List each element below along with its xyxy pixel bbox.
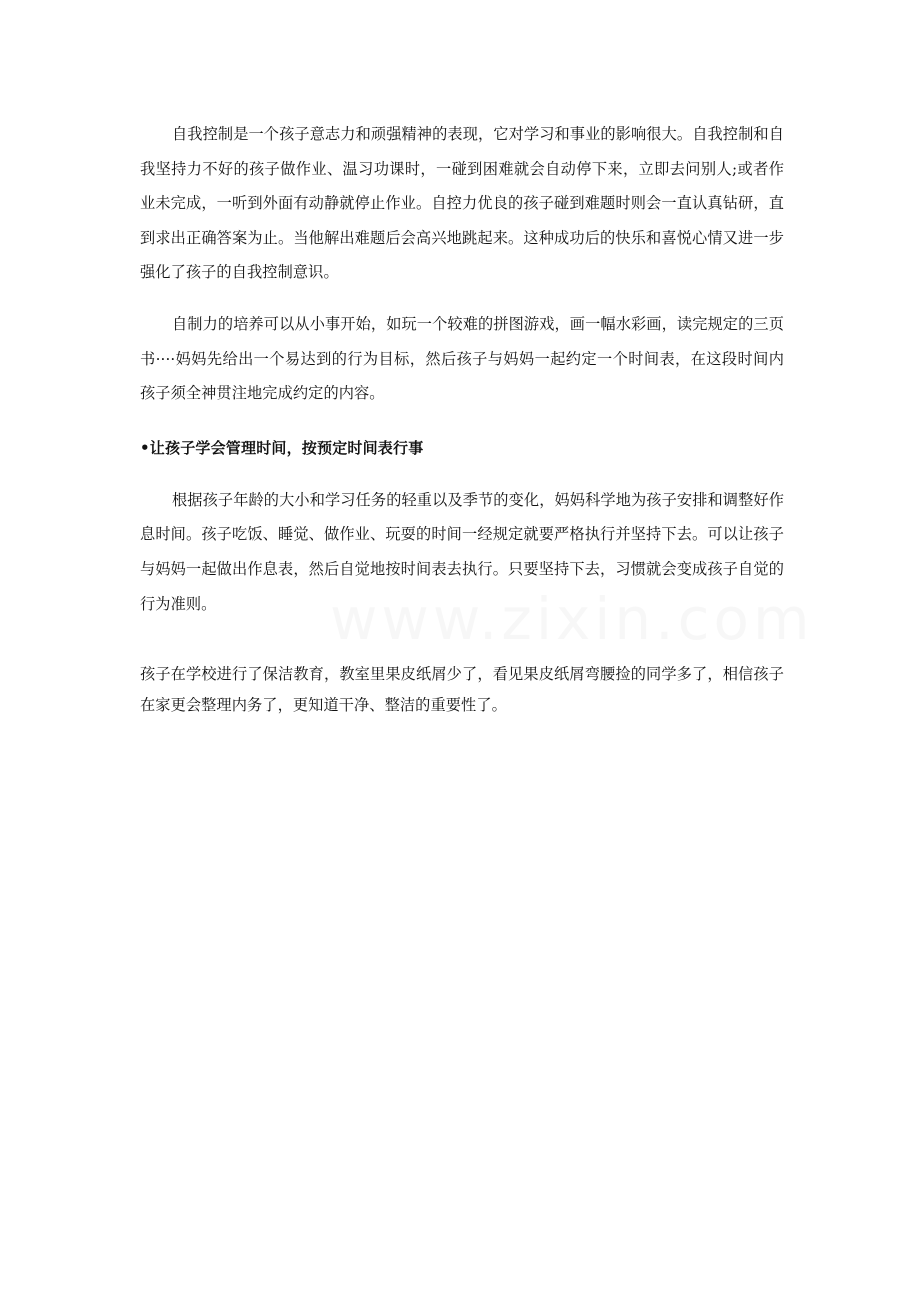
section-heading-time-management: •让孩子学会管理时间，按预定时间表行事 bbox=[140, 438, 424, 457]
paragraph-schedule: 根据孩子年龄的大小和学习任务的轻重以及季节的变化，妈妈科学地为孩子安排和调整好作息时间。孩子吃饭、睡觉、做作业、玩耍的时间一经规定就要严格执行并坚持下去。可以让孩子与妈妈一起做出作息表，然后自觉地按时间表去执行。只要坚持下去，习惯就会变成孩子自觉的行为准则。 bbox=[140, 490, 784, 613]
paragraph-self-control: 自我控制是一个孩子意志力和顽强精神的表现，它对学习和事业的影响很大。自我控制和自我坚持力不好的孩子做作业、温习功课时，一碰到困难就会自动停下来，立即去问别人;或者作业未完成，一听到外面有动静就停止作业。自控力优良的孩子碰到难题时则会一直认真钻研，直到求出正确答案为止。当他解出难题后会高兴地跳起来。这种成功后的快乐和喜悦心情又进一步强化了孩子的自我控制意识。 bbox=[140, 125, 784, 282]
paragraph-cleanliness: 孩子在学校进行了保洁教育，教室里果皮纸屑少了，看见果皮纸屑弯腰捡的同学多了，相信孩子在家更会整理内务了，更知道干净、整洁的重要性了。 bbox=[140, 665, 784, 714]
paragraph-self-discipline-training: 自制力的培养可以从小事开始，如玩一个较难的拼图游戏，画一幅水彩画，读完规定的三页书····妈妈先给出一个易达到的行为目标，然后孩子与妈妈一起约定一个时间表，在这段时间内孩子须全神贯注地完成约定的内容。 bbox=[140, 314, 784, 403]
watermark-text: www.zixin.com bbox=[330, 585, 814, 653]
document-body bbox=[140, 117, 784, 720]
